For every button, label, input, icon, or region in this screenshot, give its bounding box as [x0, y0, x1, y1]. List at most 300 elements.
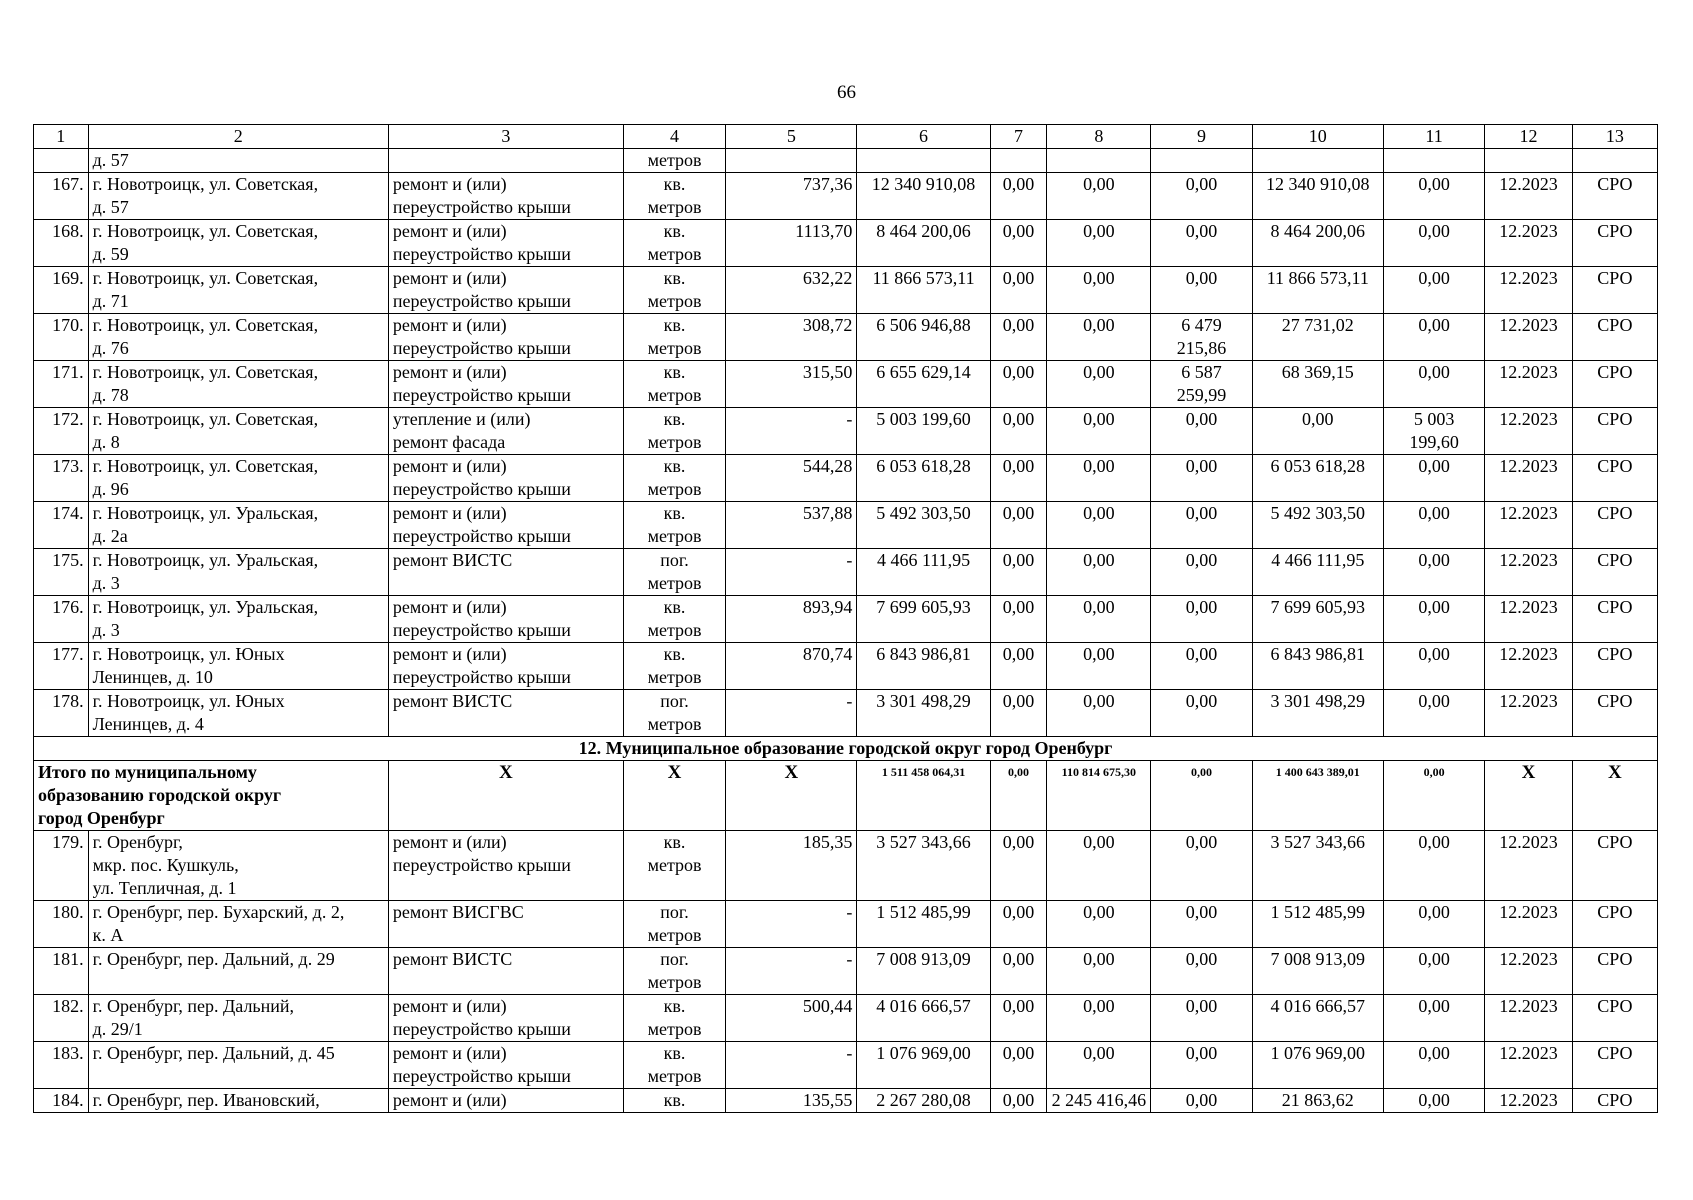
col11-cell: 0,00	[1383, 690, 1485, 737]
col8-cell: 0,00	[1047, 173, 1151, 220]
table-row	[34, 596, 1658, 643]
address-line: г. Оренбург,	[92, 832, 183, 852]
total-cost-cell: 1 076 969,00	[857, 1042, 990, 1089]
work-line: ремонт ВИСТС	[392, 550, 513, 570]
deadline-cell: 12.2023	[1485, 1089, 1572, 1113]
area-cell: -	[726, 408, 857, 455]
col10-cell: 0,00	[1252, 408, 1383, 455]
col7-cell: 0,00	[990, 173, 1047, 220]
work-type-cell	[388, 643, 623, 690]
col7-cell: 0,00	[990, 502, 1047, 549]
row-number: 176.	[34, 596, 89, 643]
work-type-cell	[388, 314, 623, 361]
work-line: ремонт и (или)	[392, 597, 507, 617]
col9-cell: 0,00	[1151, 502, 1253, 549]
unit-cell	[623, 267, 726, 314]
total-cost-cell: 6 053 618,28	[857, 455, 990, 502]
col7-cell: 0,00	[990, 596, 1047, 643]
table-body	[34, 125, 1658, 1113]
col8-cell: 0,00	[1047, 690, 1151, 737]
total-col13: X	[1572, 761, 1657, 831]
column-header: 13	[1572, 125, 1657, 149]
total-label-line: образованию городской округ	[38, 785, 282, 805]
unit-line: метров	[647, 526, 702, 546]
area-cell: 632,22	[726, 267, 857, 314]
table-row	[34, 1089, 1658, 1113]
address-cell	[88, 831, 388, 901]
col9-cell: 0,00	[1151, 408, 1253, 455]
area-cell: 500,44	[726, 995, 857, 1042]
unit-line: кв.	[663, 996, 686, 1016]
total-col10: 1 400 643 389,01	[1252, 761, 1383, 831]
unit-line: кв.	[663, 315, 686, 335]
col9-cell: 0,00	[1151, 173, 1253, 220]
address-cell	[88, 549, 388, 596]
unit-line: кв.	[663, 409, 686, 429]
method-cell: СРО	[1572, 173, 1657, 220]
col7-cell: 0,00	[990, 314, 1047, 361]
total-cost-cell: 3 301 498,29	[857, 690, 990, 737]
work-line: переустройство крыши	[392, 526, 571, 546]
unit-line: кв.	[663, 503, 686, 523]
method-cell: СРО	[1572, 1042, 1657, 1089]
deadline-cell: 12.2023	[1485, 995, 1572, 1042]
work-line: ремонт и (или)	[392, 174, 507, 194]
work-line: ремонт и (или)	[392, 644, 507, 664]
unit-line: кв.	[663, 456, 686, 476]
col10-cell: 1 512 485,99	[1252, 901, 1383, 948]
col7-cell: 0,00	[990, 948, 1047, 995]
total-col9: 0,00	[1151, 761, 1253, 831]
method-cell: СРО	[1572, 690, 1657, 737]
col10-cell: 7 699 605,93	[1252, 596, 1383, 643]
column-header: 10	[1252, 125, 1383, 149]
area-cell: -	[726, 948, 857, 995]
work-type-cell	[388, 995, 623, 1042]
table-row	[34, 173, 1658, 220]
col11-cell: 0,00	[1383, 502, 1485, 549]
total-label-line: город Оренбург	[38, 808, 165, 828]
unit-line: метров	[647, 1019, 702, 1039]
table-row	[34, 995, 1658, 1042]
unit-line: кв.	[663, 268, 686, 288]
work-line: утепление и (или)	[392, 409, 531, 429]
address-cell: д. 57	[88, 149, 388, 173]
col8-cell: 2 245 416,46	[1047, 1089, 1151, 1113]
col11-cell: 0,00	[1383, 455, 1485, 502]
unit-line: пог.	[660, 949, 689, 969]
address-line: г. Оренбург, пер. Ивановский,	[92, 1090, 320, 1110]
unit-cell	[623, 502, 726, 549]
address-cell	[88, 1042, 388, 1089]
unit-cell	[623, 596, 726, 643]
unit-line: кв.	[663, 644, 686, 664]
address-line: г. Новотроицк, ул. Юных	[92, 691, 285, 711]
unit-line: метров	[647, 855, 702, 875]
col10-cell: 3 301 498,29	[1252, 690, 1383, 737]
work-line: переустройство крыши	[392, 291, 571, 311]
column-header: 3	[388, 125, 623, 149]
total-col11: 0,00	[1383, 761, 1485, 831]
address-cell	[88, 455, 388, 502]
continuation-row	[34, 149, 1658, 173]
total-cost-cell: 12 340 910,08	[857, 173, 990, 220]
unit-line: пог.	[660, 902, 689, 922]
total-col12: X	[1485, 761, 1572, 831]
table-row	[34, 831, 1658, 901]
col8-cell: 0,00	[1047, 643, 1151, 690]
address-line: г. Оренбург, пер. Бухарский, д. 2,	[92, 902, 345, 922]
total-col4: X	[623, 761, 726, 831]
address-cell	[88, 948, 388, 995]
unit-line: метров	[647, 620, 702, 640]
col9-cell: 0,00	[1151, 1042, 1253, 1089]
col8-cell: 0,00	[1047, 995, 1151, 1042]
column-header: 4	[623, 125, 726, 149]
address-line: д. 8	[92, 432, 120, 452]
table-row	[34, 361, 1658, 408]
col7-cell: 0,00	[990, 408, 1047, 455]
address-line: г. Новотроицк, ул. Советская,	[92, 456, 319, 476]
method-cell: СРО	[1572, 455, 1657, 502]
col11-cell: 0,00	[1383, 901, 1485, 948]
area-cell: 315,50	[726, 361, 857, 408]
row-number: 184.	[34, 1089, 89, 1113]
area-cell: -	[726, 1042, 857, 1089]
method-cell: СРО	[1572, 643, 1657, 690]
deadline-cell: 12.2023	[1485, 502, 1572, 549]
address-line: ул. Тепличная, д. 1	[92, 878, 237, 898]
work-type-cell	[388, 690, 623, 737]
work-line: ремонт и (или)	[392, 503, 507, 523]
area-cell: 737,36	[726, 173, 857, 220]
address-line: Ленинцев, д. 4	[92, 714, 204, 734]
col9-cell: 0,00	[1151, 549, 1253, 596]
address-line: г. Оренбург, пер. Дальний, д. 29	[92, 949, 335, 969]
table-row	[34, 549, 1658, 596]
total-row	[34, 761, 1658, 831]
col10-cell: 21 863,62	[1252, 1089, 1383, 1113]
total-cost-cell: 2 267 280,08	[857, 1089, 990, 1113]
address-cell	[88, 643, 388, 690]
deadline-cell: 12.2023	[1485, 1042, 1572, 1089]
row-number: 183.	[34, 1042, 89, 1089]
area-cell: 1113,70	[726, 220, 857, 267]
work-line: ремонт ВИСТС	[392, 691, 513, 711]
unit-cell	[623, 361, 726, 408]
col8-cell: 0,00	[1047, 502, 1151, 549]
col11-cell: 0,00	[1383, 643, 1485, 690]
row-number: 170.	[34, 314, 89, 361]
work-line: переустройство крыши	[392, 197, 571, 217]
method-cell: СРО	[1572, 220, 1657, 267]
col7-cell: 0,00	[990, 267, 1047, 314]
col11-cell: 0,00	[1383, 948, 1485, 995]
unit-line: метров	[647, 291, 702, 311]
area-cell: 544,28	[726, 455, 857, 502]
total-cost-cell: 5 492 303,50	[857, 502, 990, 549]
total-cost-cell: 11 866 573,11	[857, 267, 990, 314]
total-col5: X	[726, 761, 857, 831]
address-line: д. 96	[92, 479, 129, 499]
total-label-line: Итого по муниципальному	[38, 762, 257, 782]
work-line: переустройство крыши	[392, 385, 571, 405]
deadline-cell: 12.2023	[1485, 948, 1572, 995]
row-number: 178.	[34, 690, 89, 737]
col8-cell: 0,00	[1047, 408, 1151, 455]
section-row	[34, 737, 1658, 761]
work-type-cell	[388, 596, 623, 643]
unit-cell	[623, 455, 726, 502]
col10-cell: 11 866 573,11	[1252, 267, 1383, 314]
method-cell: СРО	[1572, 408, 1657, 455]
work-type-cell	[388, 361, 623, 408]
table-row	[34, 643, 1658, 690]
address-line: г. Новотроицк, ул. Уральская,	[92, 597, 319, 617]
method-cell: СРО	[1572, 948, 1657, 995]
address-cell	[88, 361, 388, 408]
unit-line: метров	[647, 573, 702, 593]
col9-cell: 0,00	[1151, 455, 1253, 502]
unit-cell	[623, 314, 726, 361]
col9-cell: 0,00	[1151, 831, 1253, 901]
deadline-cell: 12.2023	[1485, 549, 1572, 596]
col7-cell: 0,00	[990, 901, 1047, 948]
unit-line: метров	[647, 338, 702, 358]
column-header: 1	[34, 125, 89, 149]
unit-line: метров	[647, 432, 702, 452]
row-number: 174.	[34, 502, 89, 549]
col10-cell: 3 527 343,66	[1252, 831, 1383, 901]
address-line: д. 3	[92, 573, 120, 593]
col11-cell: 0,00	[1383, 314, 1485, 361]
col10-cell: 1 076 969,00	[1252, 1042, 1383, 1089]
address-line: Ленинцев, д. 10	[92, 667, 213, 687]
address-line: г. Новотроицк, ул. Юных	[92, 644, 285, 664]
col10-cell: 12 340 910,08	[1252, 173, 1383, 220]
work-line: переустройство крыши	[392, 620, 571, 640]
col8-cell: 0,00	[1047, 1042, 1151, 1089]
address-line: г. Новотроицк, ул. Уральская,	[92, 503, 319, 523]
total-cost-cell: 6 506 946,88	[857, 314, 990, 361]
address-line: д. 78	[92, 385, 129, 405]
row-number: 169.	[34, 267, 89, 314]
deadline-cell: 12.2023	[1485, 267, 1572, 314]
col10-cell: 68 369,15	[1252, 361, 1383, 408]
col9-cell: 0,00	[1151, 1089, 1253, 1113]
address-cell	[88, 502, 388, 549]
area-cell: 185,35	[726, 831, 857, 901]
unit-line: метров	[647, 972, 702, 992]
work-line: ремонт и (или)	[392, 1090, 507, 1110]
total-cost-cell: 3 527 343,66	[857, 831, 990, 901]
row-number: 182.	[34, 995, 89, 1042]
col11-cell: 0,00	[1383, 220, 1485, 267]
deadline-cell: 12.2023	[1485, 596, 1572, 643]
address-cell	[88, 267, 388, 314]
unit-line: метров	[647, 244, 702, 264]
address-line: г. Новотроицк, ул. Советская,	[92, 221, 319, 241]
deadline-cell: 12.2023	[1485, 455, 1572, 502]
deadline-cell: 12.2023	[1485, 173, 1572, 220]
address-line: г. Новотроицк, ул. Советская,	[92, 268, 319, 288]
deadline-cell: 12.2023	[1485, 408, 1572, 455]
method-cell: СРО	[1572, 267, 1657, 314]
address-line: д. 57	[92, 197, 129, 217]
area-cell: 537,88	[726, 502, 857, 549]
section-title: 12. Муниципальное образование городской округ город Оренбург	[34, 737, 1658, 761]
address-line: г. Новотроицк, ул. Советская,	[92, 409, 319, 429]
deadline-cell: 12.2023	[1485, 314, 1572, 361]
address-line: д. 3	[92, 620, 120, 640]
col8-cell: 0,00	[1047, 831, 1151, 901]
work-type-cell	[388, 948, 623, 995]
method-cell: СРО	[1572, 1089, 1657, 1113]
address-line: мкр. пос. Кушкуль,	[92, 855, 239, 875]
work-line: ремонт и (или)	[392, 832, 507, 852]
row-number: 180.	[34, 901, 89, 948]
deadline-cell: 12.2023	[1485, 690, 1572, 737]
work-line: ремонт и (или)	[392, 315, 507, 335]
address-line: г. Оренбург, пер. Дальний,	[92, 996, 295, 1016]
total-cost-cell: 7 008 913,09	[857, 948, 990, 995]
unit-line: кв.	[663, 832, 686, 852]
header-row	[34, 125, 1658, 149]
col8-cell: 0,00	[1047, 361, 1151, 408]
total-label	[34, 761, 389, 831]
unit-cell	[623, 690, 726, 737]
row-number: 177.	[34, 643, 89, 690]
address-line: д. 76	[92, 338, 129, 358]
col7-cell: 0,00	[990, 549, 1047, 596]
col10-cell: 6 053 618,28	[1252, 455, 1383, 502]
table-row	[34, 455, 1658, 502]
total-cost-cell: 6 843 986,81	[857, 643, 990, 690]
area-cell: 893,94	[726, 596, 857, 643]
unit-cell: метров	[623, 149, 726, 173]
col11-cell: 0,00	[1383, 596, 1485, 643]
table-row	[34, 502, 1658, 549]
total-cost-cell: 7 699 605,93	[857, 596, 990, 643]
col11-cell: 5 003 199,60	[1383, 408, 1485, 455]
total-cost-cell: 1 512 485,99	[857, 901, 990, 948]
area-cell: 870,74	[726, 643, 857, 690]
work-type-cell	[388, 220, 623, 267]
unit-line: метров	[647, 667, 702, 687]
col11-cell: 0,00	[1383, 361, 1485, 408]
address-line: г. Новотроицк, ул. Уральская,	[92, 550, 319, 570]
unit-line: кв.	[663, 174, 686, 194]
unit-cell	[623, 1089, 726, 1113]
unit-cell	[623, 408, 726, 455]
work-type-cell	[388, 408, 623, 455]
address-cell	[88, 1089, 388, 1113]
unit-line: кв.	[663, 1090, 686, 1110]
address-line: г. Новотроицк, ул. Советская,	[92, 174, 319, 194]
method-cell: СРО	[1572, 901, 1657, 948]
col8-cell: 0,00	[1047, 948, 1151, 995]
work-line: ремонт и (или)	[392, 1043, 507, 1063]
col9-cell: 6 479 215,86	[1151, 314, 1253, 361]
address-cell	[88, 314, 388, 361]
address-cell	[88, 690, 388, 737]
row-number: 171.	[34, 361, 89, 408]
work-type-cell	[388, 901, 623, 948]
col8-cell: 0,00	[1047, 267, 1151, 314]
unit-line: метров	[647, 714, 702, 734]
unit-line: кв.	[663, 221, 686, 241]
unit-line: кв.	[663, 362, 686, 382]
work-line: переустройство крыши	[392, 338, 571, 358]
unit-line: пог.	[660, 550, 689, 570]
col7-cell: 0,00	[990, 1042, 1047, 1089]
col7-cell: 0,00	[990, 831, 1047, 901]
work-line: переустройство крыши	[392, 244, 571, 264]
col7-cell: 0,00	[990, 1089, 1047, 1113]
program-table	[33, 124, 1658, 1113]
deadline-cell: 12.2023	[1485, 361, 1572, 408]
col10-cell: 7 008 913,09	[1252, 948, 1383, 995]
work-line: ремонт и (или)	[392, 362, 507, 382]
address-line: д. 29/1	[92, 1019, 143, 1039]
method-cell: СРО	[1572, 549, 1657, 596]
address-line: д. 59	[92, 244, 129, 264]
col9-cell: 0,00	[1151, 995, 1253, 1042]
row-number: 175.	[34, 549, 89, 596]
deadline-cell: 12.2023	[1485, 643, 1572, 690]
column-header: 12	[1485, 125, 1572, 149]
row-number: 168.	[34, 220, 89, 267]
table-row	[34, 948, 1658, 995]
col10-cell: 27 731,02	[1252, 314, 1383, 361]
unit-cell	[623, 643, 726, 690]
col8-cell: 0,00	[1047, 455, 1151, 502]
work-type-cell	[388, 267, 623, 314]
work-line: ремонт ВИСТС	[392, 949, 513, 969]
address-line: д. 2а	[92, 526, 128, 546]
method-cell: СРО	[1572, 361, 1657, 408]
col11-cell: 0,00	[1383, 267, 1485, 314]
total-col8: 110 814 675,30	[1047, 761, 1151, 831]
row-number: 181.	[34, 948, 89, 995]
table-row	[34, 901, 1658, 948]
table-row	[34, 690, 1658, 737]
unit-cell	[623, 549, 726, 596]
table-row	[34, 1042, 1658, 1089]
address-line: к. А	[92, 925, 124, 945]
col7-cell: 0,00	[990, 690, 1047, 737]
col10-cell: 6 843 986,81	[1252, 643, 1383, 690]
total-cost-cell: 8 464 200,06	[857, 220, 990, 267]
deadline-cell: 12.2023	[1485, 220, 1572, 267]
address-cell	[88, 408, 388, 455]
work-type-cell	[388, 173, 623, 220]
unit-line: метров	[647, 385, 702, 405]
work-line: переустройство крыши	[392, 667, 571, 687]
col7-cell: 0,00	[990, 220, 1047, 267]
col10-cell: 8 464 200,06	[1252, 220, 1383, 267]
unit-line: кв.	[663, 1043, 686, 1063]
col10-cell: 4 466 111,95	[1252, 549, 1383, 596]
col9-cell: 0,00	[1151, 220, 1253, 267]
row-number: 173.	[34, 455, 89, 502]
unit-cell	[623, 831, 726, 901]
address-cell	[88, 220, 388, 267]
work-line: переустройство крыши	[392, 479, 571, 499]
row-number: 167.	[34, 173, 89, 220]
address-line: г. Оренбург, пер. Дальний, д. 45	[92, 1043, 335, 1063]
address-cell	[88, 173, 388, 220]
